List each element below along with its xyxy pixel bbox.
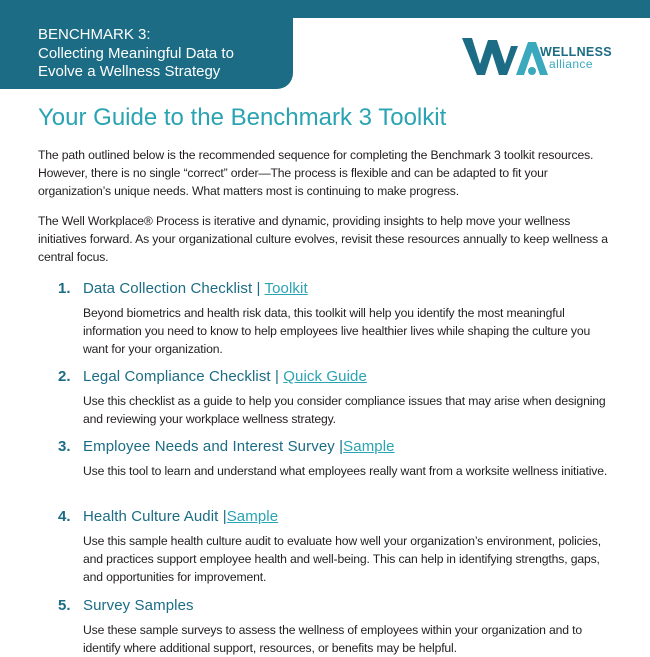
top-bar	[0, 0, 650, 18]
sample-link[interactable]: Sample	[343, 438, 395, 455]
banner-line-benchmark: BENCHMARK 3:	[38, 26, 151, 43]
logo-wellness-text: WELLNESS	[540, 45, 612, 59]
wa-logo-mark-icon	[460, 34, 550, 78]
item-description: Use this tool to learn and understand what employees really want from a worksite wellness initiative.	[83, 464, 608, 478]
item-title: Data Collection Checklist	[83, 280, 253, 297]
item-number: 4.	[58, 508, 71, 525]
sample-link[interactable]: Sample	[226, 508, 279, 525]
process-paragraph: The Well Workplace® Process is iterative and dynamic, providing insights to help move your wellness initiatives forward. As your organizational culture evolves, revisit these resources annually to keep wellness a central focus.	[38, 214, 608, 264]
item-separator: |	[252, 280, 265, 297]
item-title: Employee Needs and Interest Survey	[83, 438, 335, 455]
item-heading	[83, 508, 278, 525]
item-heading	[83, 438, 395, 455]
item-description: Use this checklist as a guide to help you consider compliance issues that may arise when designing and reviewing your workplace wellness strategy.	[83, 394, 606, 426]
header-banner	[0, 18, 293, 89]
item-separator: |	[218, 508, 227, 525]
item-title: Health Culture Audit	[83, 508, 219, 525]
item-heading	[83, 368, 367, 385]
banner-line-subtitle-2: Evolve a Wellness Strategy	[38, 63, 221, 80]
item-description: Beyond biometrics and health risk data, this toolkit will help you identify the most meaningful information you need to know to help employees live healthier lives while shaping the culture you want for your organization.	[83, 306, 591, 356]
logo-alliance-text: alliance	[549, 57, 593, 71]
toolkit-link[interactable]: Toolkit	[264, 280, 308, 297]
item-number: 2.	[58, 368, 71, 385]
item-heading	[83, 597, 194, 614]
item-number: 3.	[58, 438, 71, 455]
item-title: Legal Compliance Checklist	[83, 368, 271, 385]
item-description: Use this sample health culture audit to evaluate how well your organization’s environment, policies, and practices support employee health and well-being. This can help in identifying strengths, gaps, and opportunities for improvement.	[83, 534, 601, 584]
item-number: 5.	[58, 597, 71, 614]
item-separator: |	[334, 438, 344, 455]
item-description: Use these sample surveys to assess the wellness of employees within your organization and to identify where additional support, resources, or benefits may be helpful.	[83, 623, 583, 655]
item-number: 1.	[58, 280, 71, 297]
item-heading	[83, 280, 308, 297]
item-title: Survey Samples	[83, 597, 194, 614]
quick-guide-link[interactable]: Quick Guide	[283, 368, 367, 385]
banner-line-subtitle-1: Collecting Meaningful Data to	[38, 45, 234, 62]
page-title: Your Guide to the Benchmark 3 Toolkit	[38, 104, 447, 131]
intro-paragraph: The path outlined below is the recommended sequence for completing the Benchmark 3 toolkit resources. However, there is no single “correct” order—The process is flexible and can be adapted to fit your organization’s unique needs. What matters most is continuing to make progress.	[38, 148, 594, 198]
item-separator: |	[270, 368, 284, 385]
wellness-alliance-logo	[460, 34, 616, 78]
